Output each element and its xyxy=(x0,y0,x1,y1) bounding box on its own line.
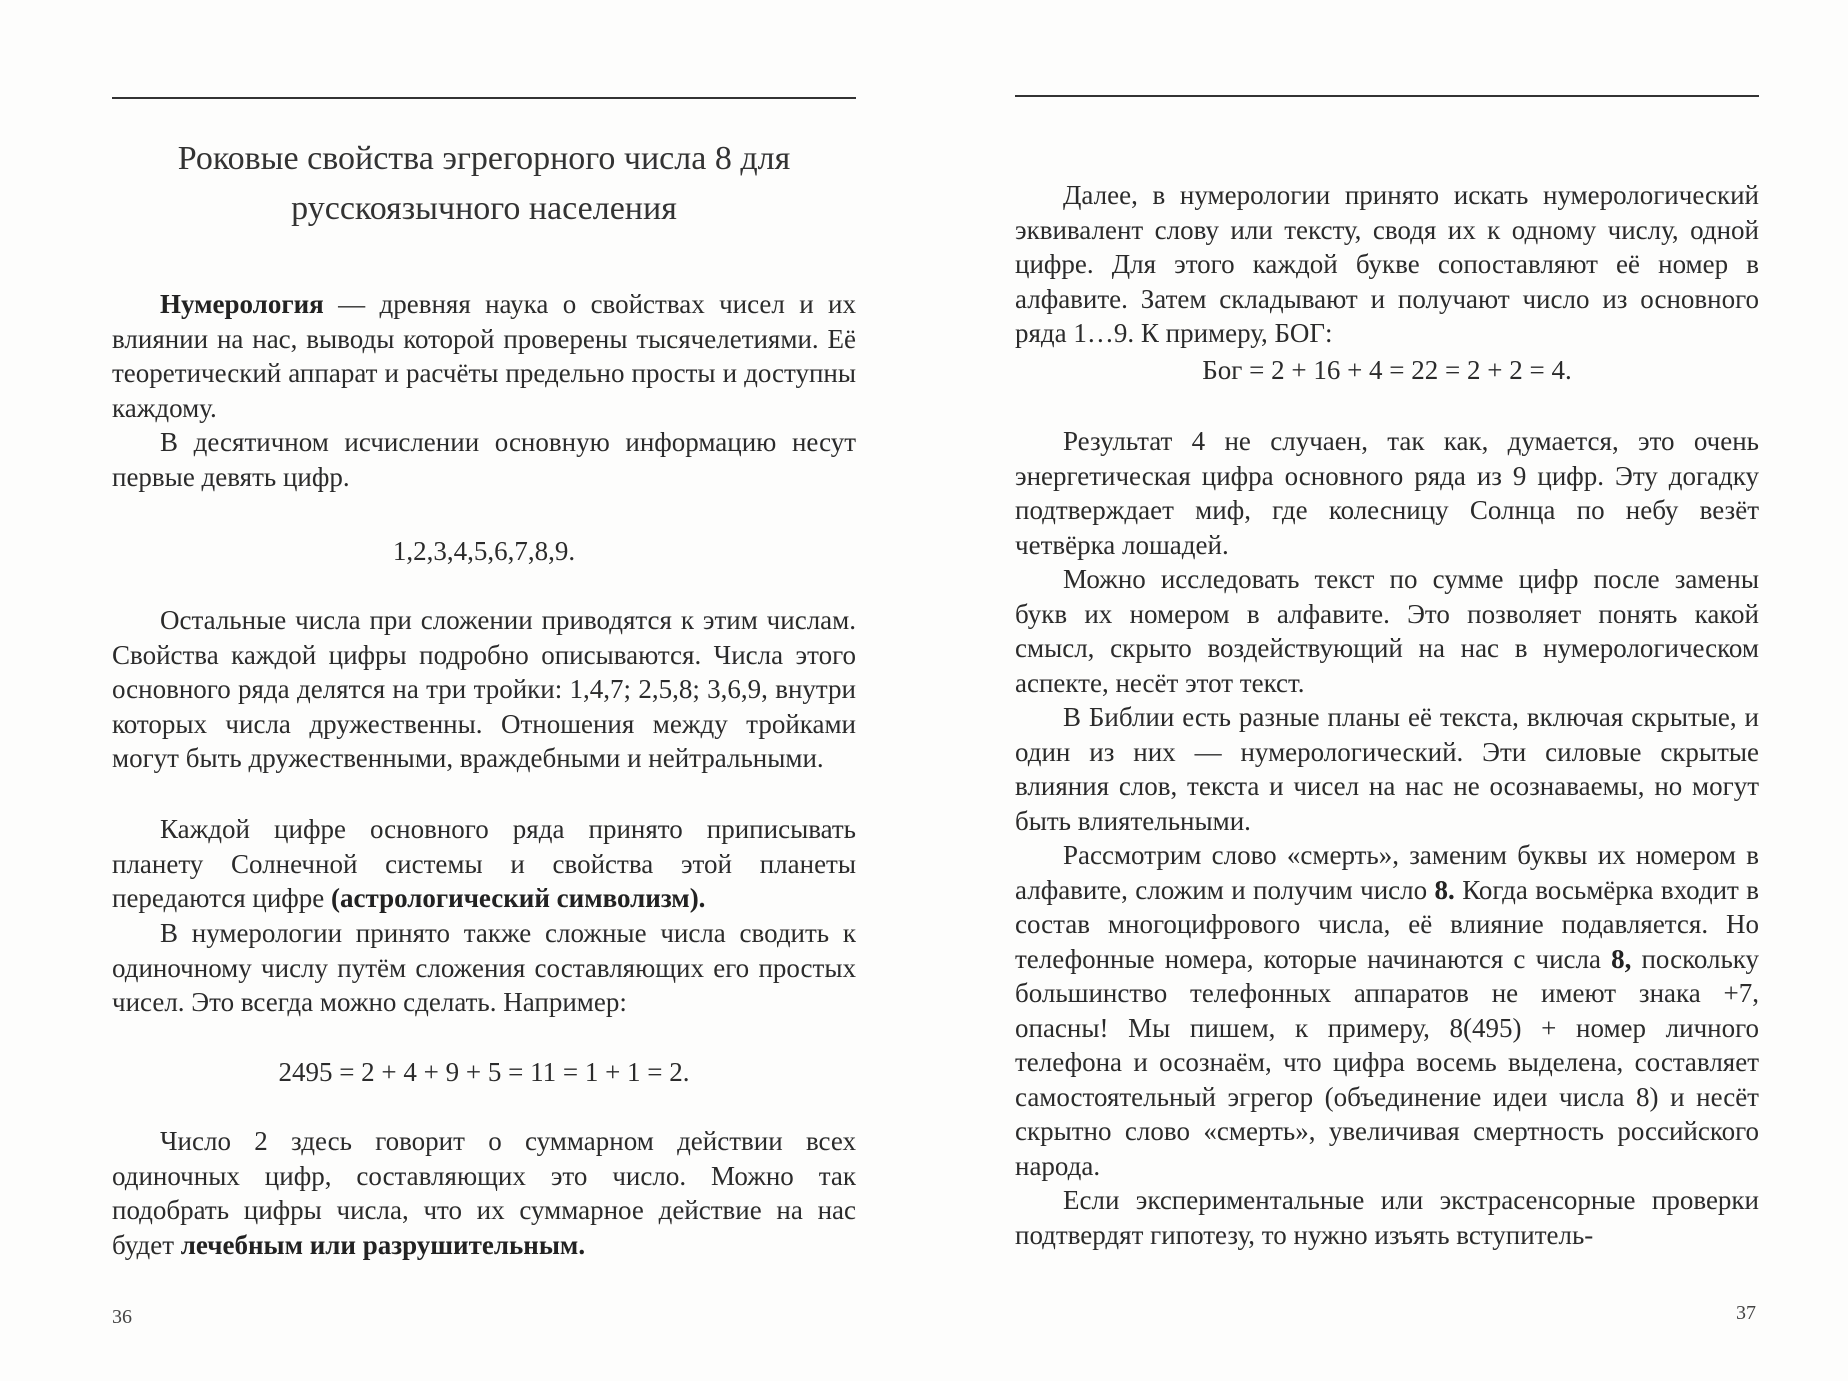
page-number-right: 37 xyxy=(1736,1302,1756,1324)
paragraph-death-word: Рассмотрим слово «смерть», заменим буквы их номером в алфавите, сложим и получим число 8. Когда восьмёрка входит в состав многоцифрового числа, её влияние подавляется. Но телефонные номера, которые начинаются с числа 8, поскольку большинство телефонных аппаратов не имеют знака +7, опасны! Мы пишем, к примеру, 8(495) + номер личного телефона и осознаём, что цифра восемь выделена, составляет самостоятельный эгрегор (объединение идеи числа 8) и несёт скрытно слово «смерть», увеличивая смертность российского народа. xyxy=(1015,840,1759,1181)
left-header-rule xyxy=(112,97,856,99)
paragraph-reduction: В нумерологии принято также сложные числа сводить к одиночному числу путём сложения составляющих его простых чисел. Это всегда можно сделать. Например: xyxy=(112,918,856,1017)
term-numerology: Нумерология xyxy=(160,289,324,319)
number-eight-bold-2: 8, xyxy=(1611,943,1632,974)
paragraph-sum-action: Число 2 здесь говорит о суммарном действии всех одиночных цифр, составляющих это число. Можно так подобрать цифры числа, что их суммарное действие на нас будет лечебным или разрушительным. xyxy=(112,1126,856,1260)
paragraph-result-four: Результат 4 не случаен, так как, думается, это очень энергетическая цифра основного ряда из 9 цифр. Эту догадку подтверждает миф, где колесницу Солнца по небу везёт четвёрка лошадей. xyxy=(1015,426,1759,560)
paragraph-bible: В Библии есть разные планы её текста, включая скрытые, и один из них — нумерологический. Эти силовые скрытые влияния слов, текста и чисел на нас не осознаваемы, но могут быть влиятельными. xyxy=(1015,702,1759,836)
term-astrology: (астрологический символизм). xyxy=(331,883,706,913)
chapter-title xyxy=(112,134,856,234)
paragraph-text-research: Можно исследовать текст по сумме цифр после замены букв их номером в алфавите. Это позволяет понять какой смысл, скрыто воздействующий на нас в нумерологическом аспекте, несёт этот текст. xyxy=(1015,564,1759,698)
right-page xyxy=(924,0,1848,1381)
number-eight-bold-1: 8. xyxy=(1434,874,1455,905)
paragraph-experiments: Если экспериментальные или экстрасенсорные проверки подтвердят гипотезу, то нужно изъять вступитель- xyxy=(1015,1185,1759,1250)
right-header-rule xyxy=(1015,95,1759,97)
term-healing-destructive: лечебным или разрушительным. xyxy=(180,1229,586,1260)
god-formula: Бог = 2 + 16 + 4 = 22 = 2 + 2 = 4. xyxy=(1202,355,1572,385)
paragraph-triples: Остальные числа при сложении приводятся к этим числам. Свойства каждой цифры подробно описываются. Числа этого основного ряда делятся на три тройки: 1,4,7; 2,5,8; 3,6,9, внутри которых числа дружественны. Отношения между тройками могут быть дружественными, враждебными и нейтральными. xyxy=(112,605,856,773)
paragraph-numerology: Нумерология — древняя наука о свойствах чисел и их влиянии на нас, выводы которой проверены тысячелетиями. Её теоретический аппарат и расчёты предельно просты и доступны каждому. xyxy=(112,289,856,423)
chapter-title-line-1: Роковые свойства эгрегорного числа 8 для xyxy=(177,140,791,177)
paragraph-decimal: В десятичном исчислении основную информацию несут первые девять цифр. xyxy=(112,427,856,492)
chapter-title-line-2: русскоязычного населения xyxy=(291,190,677,227)
paragraph-equivalent: Далее, в нумерологии принято искать нумерологический эквивалент слову или тексту, сводя их к одному числу, одной цифре. Для этого каждой букве сопоставляют её номер в алфавите. Затем складывают и получают число из основного ряда 1…9. К примеру, БОГ: xyxy=(1015,180,1759,348)
digits-formula: 1,2,3,4,5,6,7,8,9. xyxy=(392,536,576,566)
paragraph-astrology: Каждой цифре основного ряда принято приписывать планету Солнечной системы и свойства этой планеты передаются цифре (астрологический символизм). xyxy=(112,814,856,913)
page-number-left: 36 xyxy=(112,1306,132,1328)
reduction-formula: 2495 = 2 + 4 + 9 + 5 = 11 = 1 + 1 = 2. xyxy=(278,1057,690,1087)
